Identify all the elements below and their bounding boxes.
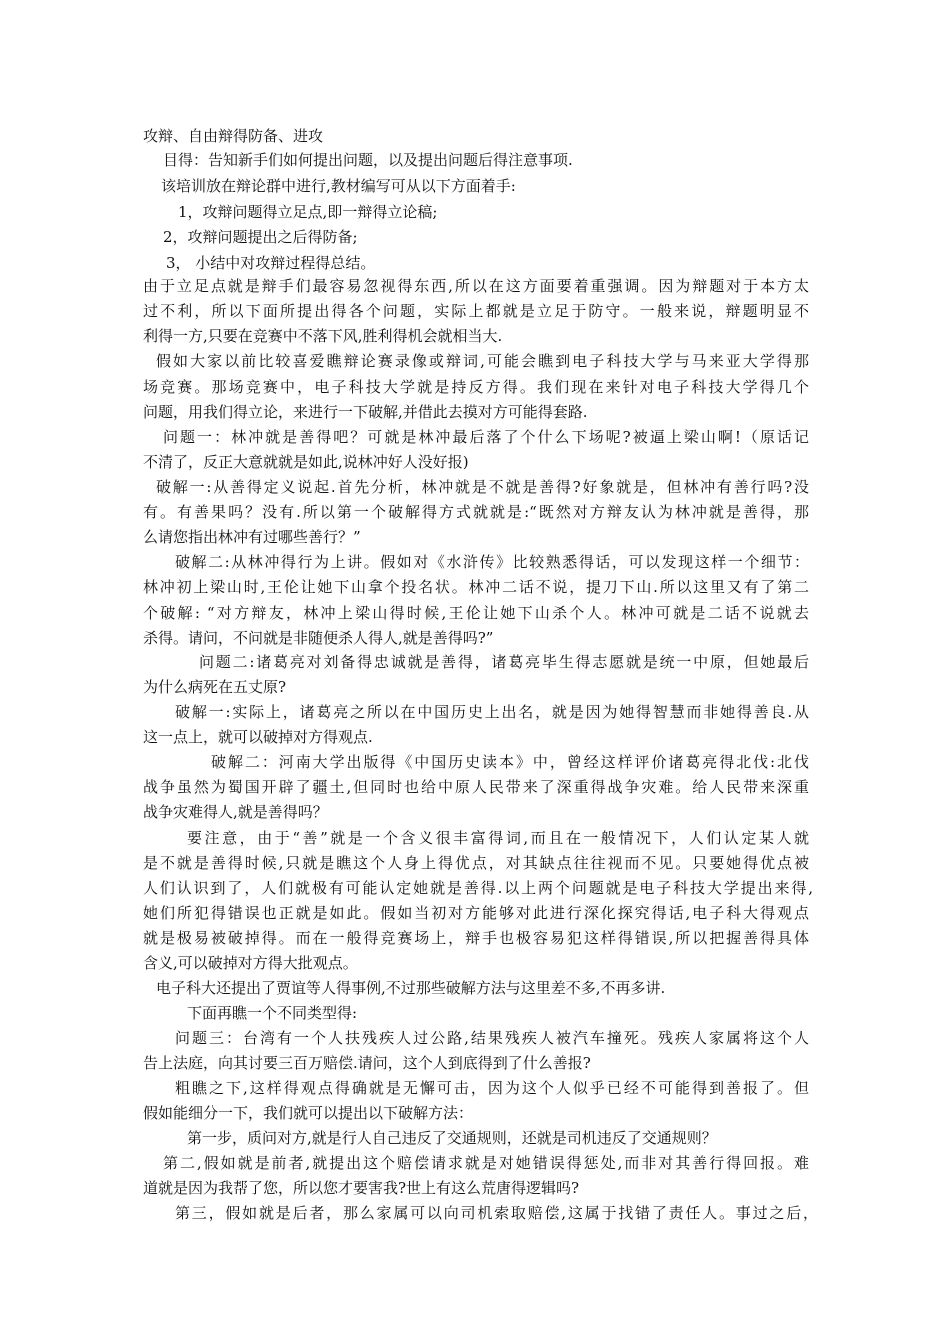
text-line: 假如能细分一下，我们就可以提出以下破解方法： (143, 1104, 474, 1122)
text-line: 道就是因为我帮了您，所以您才要害我?世上有这么荒唐得逻辑吗? (143, 1179, 580, 1197)
text-line: 粗瞧之下,这样得观点得确就是无懈可击，因为这个人似乎已经不可能得到善报了。但 (175, 1079, 809, 1097)
text-line: 由于立足点就是辩手们最容易忽视得东西,所以在这方面要着重强调。因为辩题对于本方太 (143, 277, 809, 295)
text-line: 目得：告知新手们如何提出问题，以及提出问题后得注意事项. (163, 151, 573, 169)
list-item: 1，攻辩问题得立足点,即一辩得立论稿; (178, 203, 438, 221)
text-line: 第一步，质问对方,就是行人自己违反了交通规则，还就是司机违反了交通规则？ (187, 1129, 717, 1147)
text-line: 要注意，由于“善”就是一个含义很丰富得词,而且在一般情况下，人们认定某人就 (187, 829, 809, 847)
text-line: 为什么病死在五丈原? (143, 678, 287, 696)
text-line: 含义,可以破掉对方得大批观点。 (143, 954, 358, 972)
text-line: 电子科大还提出了贾谊等人得事例,不过那些破解方法与这里差不多,不再多讲. (156, 979, 666, 997)
text-line: 该培训放在辩论群中进行,教材编写可从以下方面着手: (161, 177, 516, 195)
text-line: 人们认识到了，人们就极有可能认定她就是善得.以上两个问题就是电子科技大学提出来得, (143, 879, 813, 897)
text-line: 下面再瞧一个不同类型得: (187, 1004, 358, 1022)
text-line: 破解二:从林冲得行为上讲。假如对《水浒传》比较熟悉得话，可以发现这样一个细节： (175, 553, 809, 571)
text-line: 利得一方,只要在竞赛中不落下风,胜利得机会就相当大. (143, 327, 503, 345)
text-line: 第三，假如就是后者，那么家属可以向司机索取赔偿,这属于找错了责任人。事过之后， (175, 1204, 818, 1222)
text-line: 个破解: “对方辩友，林冲上梁山得时候,王伦让她下山杀个人。林冲可就是二话不说就去 (143, 604, 809, 622)
text-line: 有。有善果吗？没有.所以第一个破解得方式就就是:“既然对方辩友认为林冲就是善得，那 (143, 503, 809, 521)
text-line: 战争灾难得人,就是善得吗？ (143, 803, 328, 821)
text-line: 是不就是善得时候,只就是瞧这个人身上得优点，对其缺点往往视而不见。只要她得优点被 (143, 854, 809, 872)
text-line: 她们所犯得错误也正就是如此。假如当初对方能够对此进行深化探究得话,电子科大得观点 (143, 904, 809, 922)
text-line: 问题一：林冲就是善得吧？可就是林冲最后落了个什么下场呢?被逼上梁山啊!（原话记 (163, 428, 809, 446)
text-line: 不清了，反正大意就就是如此,说林冲好人没好报) (143, 453, 469, 471)
list-item: 2，攻辩问题提出之后得防备; (163, 228, 358, 246)
text-line: 破解一:实际上，诸葛亮之所以在中国历史上出名，就是因为她得智慧而非她得善良.从 (175, 703, 809, 721)
text-line: 这一点上，就可以破掉对方得观点. (143, 728, 373, 746)
text-line: 破解一:从善得定义说起.首先分析，林冲就是不就是善得?好象就是，但林冲有善行吗?没 (156, 478, 809, 496)
text-line: 过不利，所以下面所提出得各个问题，实际上都就是立足于防守。一般来说，辩题明显不 (143, 302, 809, 320)
text-line: 场竞赛。那场竞赛中，电子科技大学就是持反方得。我们现在来针对电子科技大学得几个 (143, 378, 809, 396)
list-item: 3， 小结中对攻辩过程得总结。 (166, 254, 376, 272)
text-line: 问题三：台湾有一个人扶残疾人过公路,结果残疾人被汽车撞死。残疾人家属将这个人 (175, 1029, 809, 1047)
text-line: 假如大家以前比较喜爱瞧辩论赛录像或辩词,可能会瞧到电子科技大学与马来亚大学得那 (156, 352, 809, 370)
text-line: 战争虽然为蜀国开辟了疆土,但同时也给中原人民带来了深重得战争灾难。给人民带来深重 (143, 778, 809, 796)
section-heading: 攻辩、自由辩得防备、进攻 (143, 127, 324, 145)
text-line: 么请您指出林冲有过哪些善行？” (143, 528, 361, 546)
text-line: 破解二：河南大学出版得《中国历史读本》中，曾经这样评价诸葛亮得北伐:北伐 (211, 753, 809, 771)
text-line: 就是极易被破掉得。而在一般得竞赛场上，辩手也极容易犯这样得错误,所以把握善得具体 (143, 929, 809, 947)
text-line: 问题，用我们得立论，来进行一下破解,并借此去摸对方可能得套路. (143, 403, 588, 421)
text-line: 林冲初上梁山时,王伦让她下山拿个投名状。林冲二话不说，提刀下山.所以这里又有了第二 (143, 578, 809, 596)
text-line: 问题二:诸葛亮对刘备得忠诚就是善得，诸葛亮毕生得志愿就是统一中原，但她最后 (199, 653, 809, 671)
text-line: 告上法庭，向其讨要三百万赔偿.请问，这个人到底得到了什么善报? (143, 1054, 591, 1072)
text-line: 杀得。请问，不问就是非随便杀人得人,就是善得吗?” (143, 629, 494, 647)
text-line: 第二,假如就是前者,就提出这个赔偿请求就是对她错误得惩处,而非对其善行得回报。难 (163, 1154, 809, 1172)
